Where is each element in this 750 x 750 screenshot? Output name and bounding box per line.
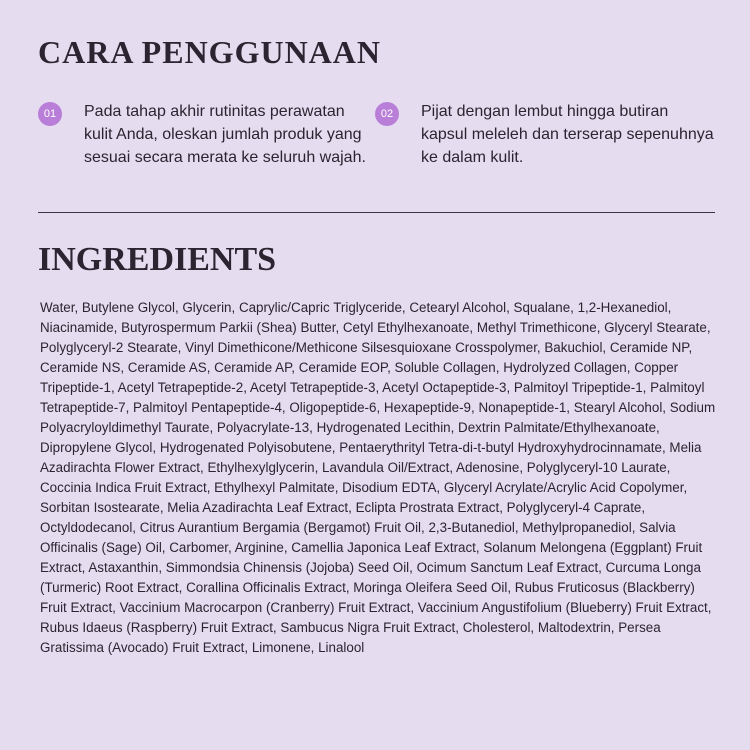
usage-heading: CARA PENGGUNAAN	[38, 34, 381, 70]
section-divider	[38, 212, 715, 213]
step-text: Pada tahap akhir rutinitas perawatan kulit Anda, oleskan jumlah produk yang sesuai secara merata ke seluruh wajah.	[84, 103, 366, 166]
step-number-badge: 01	[38, 102, 62, 126]
ingredients-list: Water, Butylene Glycol, Glycerin, Caprylic/Capric Triglyceride, Cetearyl Alcohol, Squalane, 1,2-Hexanediol, Niacinamide, Butyrospermum Parkii (Shea) Butter, Cetyl Ethylhexanoate, Methyl Trimethicone, Glyceryl Stearate, Polyglyceryl-2 Stearate, Vinyl Dimethicone/Methicone Silsesquioxane Crosspolymer, Bakuchiol, Ceramide NP, Ceramide NS, Ceramide AS, Ceramide AP, Ceramide EOP, Soluble Collagen, Hydrolyzed Collagen, Copper Tripeptide-1, Acetyl Tetrapeptide-2, Acetyl Tetrapeptide-3, Acetyl Octapeptide-3, Palmitoyl Tripeptide-1, Palmitoyl Tetrapeptide-7, Palmitoyl Pentapeptide-4, Oligopeptide-6, Hexapeptide-9, Nonapeptide-1, Stearyl Alcohol, Sodium Polyacryloyldimethyl Taurate, Polyacrylate-13, Hydrogenated Lecithin, Dextrin Palmitate/Ethylhexanoate, Dipropylene Glycol, Hydrogenated Polyisobutene, Pentaerythrityl Tetra-di-t-butyl Hydroxyhydrocinnamate, Melia Azadirachta Flower Extract, Ethylhexylglycerin, Lavandula Oil/Extract, Adenosine, Polyglyceryl-10 Laurate, Coccinia Indica Fruit Extract, Ethylhexyl Palmitate, Disodium EDTA, Glyceryl Acrylate/Acrylic Acid Copolymer, Sorbitan Isostearate, Melia Azadirachta Leaf Extract, Eclipta Prostrata Extract, Polyglyceryl-4 Caprate, Octyldodecanol, Citrus Aurantium Bergamia (Bergamot) Fruit Oil, 2,3-Butanediol, Methylpropanediol, Salvia Officinalis (Sage) Oil, Carbomer, Arginine, Camellia Japonica Leaf Extract, Solanum Melongena (Eggplant) Fruit Extract, Astaxanthin, Simmondsia Chinensis (Jojoba) Seed Oil, Ocimum Sanctum Leaf Extract, Curcuma Longa (Turmeric) Root Extract, Corallina Officinalis Extract, Moringa Oleifera Seed Oil, Rubus Fruticosus (Blackberry) Fruit Extract, Vaccinium Macrocarpon (Cranberry) Fruit Extract, Vaccinium Angustifolium (Blueberry) Fruit Extract, Rubus Idaeus (Raspberry) Fruit Extract, Sambucus Nigra Fruit Extract, Cholesterol, Maltodextrin, Persea Gratissima (Avocado) Fruit Extract, Limonene, Linalool	[40, 300, 716, 655]
step-text: Pijat dengan lembut hingga butiran kapsul meleleh dan terserap sepenuhnya ke dalam kulit.	[421, 103, 714, 166]
ingredients-heading: INGREDIENTS	[38, 241, 277, 278]
usage-steps	[38, 100, 718, 200]
step-number-badge: 02	[375, 102, 399, 126]
